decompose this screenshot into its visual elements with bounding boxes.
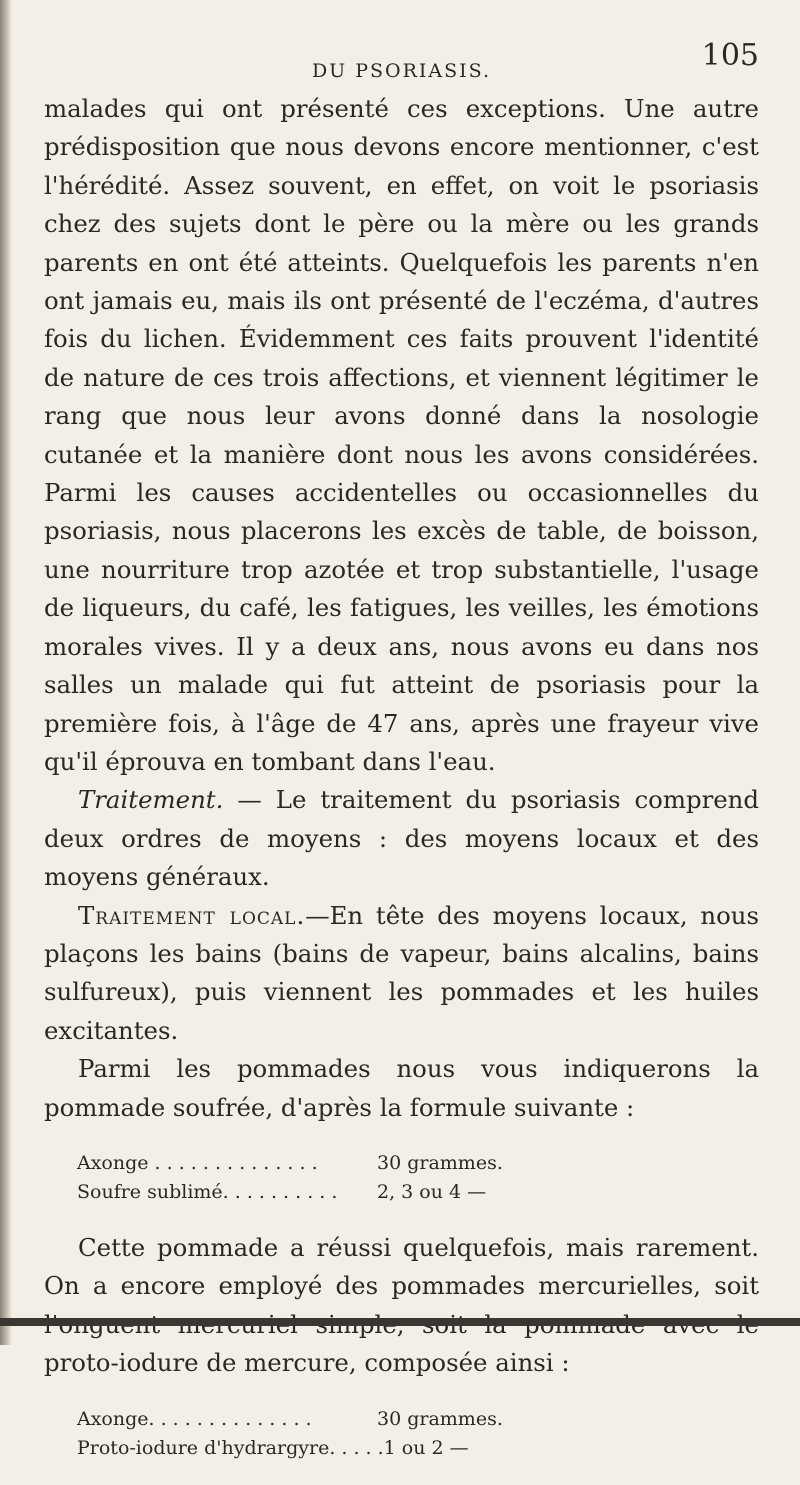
- recipe-ingredient: Axonge . . . . . . . . . . . . . .: [77, 1151, 318, 1174]
- mercurial-ointments-text: Cette pommade a réussi quelquefois, mais rarement. On a encore employé des pommades mercurielles, soit proto-iodure de mercure, composée ainsi :: [44, 1232, 759, 1378]
- recipe-quantity: 2, 3 ou 4 —: [377, 1180, 487, 1203]
- heading-traitement-local: Traitement local.: [78, 900, 306, 930]
- page-number: 105: [701, 38, 759, 73]
- recipe-quantity: 30 grammes.: [377, 1151, 503, 1174]
- paragraph-heredity-causes: malades qui ont présenté ces exceptions. Une autre prédisposition que nous devons encore mentionner, c'est l'hérédité. Assez souvent, en effet, on voit le psoriasis chez des sujets dont le père ou la mère ou les grands parents en ont été atteints. Quelquefois les parents n'en ont jamais eu, mais ils ont présenté de l'eczéma, d'autres fois du lichen. Évidemment ces faits prouvent l'identité de nature de ces trois affections, et viennent légitimer le rang que nous leur avons donné dans la nosologie cutanée et la manière dont nous les avons considérées. Parmi les causes accidentelles ou occasionnelles du psoriasis, nous placerons les excès de table, de boisson, une nourriture trop azotée et trop substantielle, l'usage de liqueurs, du café, les fatigues, les veilles, les émotions morales vives. Il y a deux ans, nous avons eu dans nos salles un malade qui fut atteint de psoriasis pour la première fois, à l'âge de 47 ans, après une frayeur vive qu'il éprouva en tombant dans l'eau.: [44, 94, 759, 776]
- recipe-quantity: 30 grammes.: [377, 1407, 503, 1430]
- recipe-row: [77, 1434, 637, 1463]
- running-head-title: DU PSORIASIS.: [311, 60, 492, 82]
- pommade-soufree-text: Parmi les pommades nous vous indiquerons la pommade soufrée, d'après la formule suivante :: [44, 1054, 759, 1122]
- recipe-row: [77, 1149, 637, 1178]
- recipe-row: [77, 1405, 637, 1434]
- paragraph-local-treatment: [44, 897, 759, 1051]
- running-head: [44, 38, 759, 90]
- heading-traitement: Traitement.: [78, 785, 224, 815]
- recipe-row: [77, 1178, 637, 1207]
- local-treatment-text: —En tête des moyens locaux, nous plaçons les bains (bains de vapeur, bains alcalins, bains sulfureux), puis viennent les pommades et les huiles excitantes.: [44, 900, 759, 1045]
- page-bottom-edge: [0, 1318, 800, 1326]
- paragraph-pommade-soufree: [44, 1050, 759, 1127]
- paragraph-mercurial-ointments: [44, 1229, 759, 1383]
- paragraph-treatment: [44, 781, 759, 896]
- recipe-ingredient: Axonge. . . . . . . . . . . . . .: [77, 1407, 312, 1430]
- page-binding-edge: [0, 0, 12, 1345]
- recipe-sulfur-ointment: [77, 1149, 637, 1207]
- recipe-mercury-ointment: [77, 1405, 637, 1463]
- recipe-ingredient: Soufre sublimé. . . . . . . . . .: [77, 1180, 338, 1203]
- recipe-ingredient: Proto-iodure d'hydrargyre. . . . .: [77, 1436, 384, 1459]
- book-page: [44, 38, 759, 1485]
- treatment-text: — Le traitement du psoriasis comprend deux ordres de moyens : des moyens locaux et des moyens généraux.: [44, 785, 759, 892]
- recipe-quantity: 1 ou 2 —: [383, 1436, 469, 1459]
